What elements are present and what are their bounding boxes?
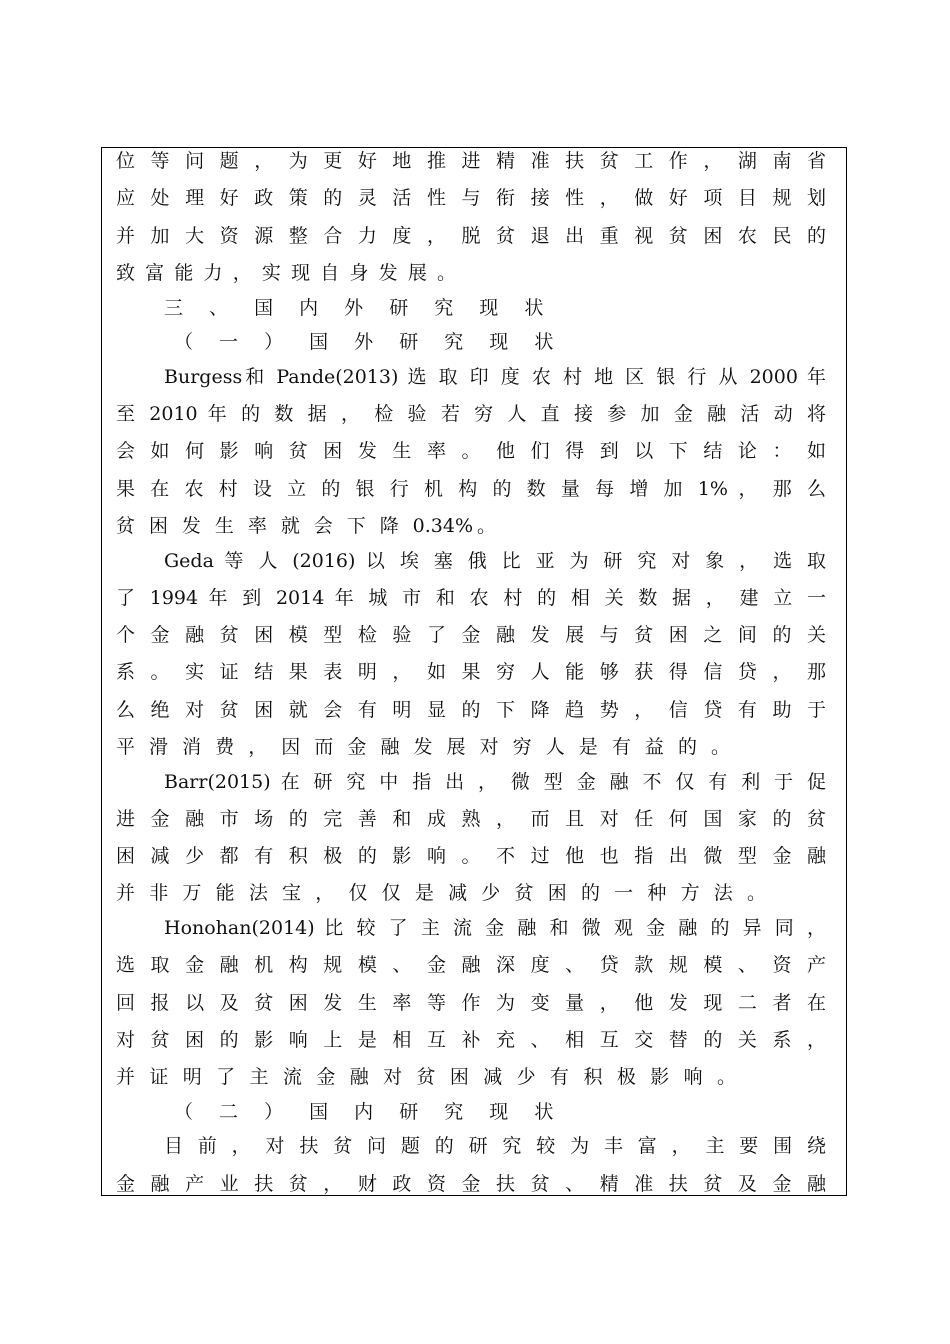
text-line: 位 等 问 题 ， 为 更 好 地 推 进 精 准 扶 贫 工 作 ， 湖 南 省 <box>116 150 826 172</box>
text-line: 回 报 以 及 贫 困 发 生 率 等 作 为 变 量 ， 他 发 现 二 者 在 <box>116 992 826 1014</box>
text-line: 困 减 少 都 有 积 极 的 影 响 。 不 过 他 也 指 出 微 型 金 融 <box>116 845 826 867</box>
text-line: 会 如 何 影 响 贫 困 发 生 率 。 他 们 得 到 以 下 结 论 ： 如 <box>116 440 826 462</box>
text-line: 了 1994 年 到 2014 年 城 市 和 农 村 的 相 关 数 据 ， 建 立 一 <box>116 587 826 609</box>
subsection-heading: （ 一 ） 国 外 研 究 现 状 <box>174 331 564 353</box>
text-line: 么 绝 对 贫 困 就 会 有 明 显 的 下 降 趋 势 ， 信 贷 有 助 于 <box>116 699 826 721</box>
text-line: 对 贫 困 的 影 响 上 是 相 互 补 充 、 相 互 交 替 的 关 系 ， <box>116 1029 826 1051</box>
paragraph-first-line: 目 前 ， 对 扶 贫 问 题 的 研 究 较 为 丰 富 ， 主 要 围 绕 <box>164 1135 826 1157</box>
paragraph-first-line: Burgess和 Pande(2013) 选 取 印 度 农 村 地 区 银 行 从 2000 年 <box>164 366 826 388</box>
text-line: 系 。 实 证 结 果 表 明 ， 如 果 穷 人 能 够 获 得 信 贷 ， 那 <box>116 661 826 683</box>
text-line: 至 2010 年 的 数 据 ， 检 验 若 穷 人 直 接 参 加 金 融 活 动 将 <box>116 403 826 425</box>
text-line: 进 金 融 市 场 的 完 善 和 成 熟 ， 而 且 对 任 何 国 家 的 贫 <box>116 808 826 830</box>
paragraph-first-line: Geda 等 人 (2016) 以 埃 塞 俄 比 亚 为 研 究 对 象 ， 选 取 <box>164 550 826 572</box>
text-line: 并 证 明 了 主 流 金 融 对 贫 困 减 少 有 积 极 影 响 。 <box>116 1066 736 1088</box>
text-line: 应 处 理 好 政 策 的 灵 活 性 与 衔 接 性 ， 做 好 项 目 规 划 <box>116 187 826 209</box>
text-line: 果 在 农 村 设 立 的 银 行 机 构 的 数 量 每 增 加 1% ， 那 么 <box>116 478 826 500</box>
text-line: 并 非 万 能 法 宝 ， 仅 仅 是 减 少 贫 困 的 一 种 方 法 。 <box>116 882 766 904</box>
section-heading: 三 、 国 内 外 研 究 现 状 <box>164 297 554 319</box>
text-line: 个 金 融 贫 困 模 型 检 验 了 金 融 发 展 与 贫 困 之 间 的 关 <box>116 624 826 646</box>
paragraph-first-line: Barr(2015) 在 研 究 中 指 出 ， 微 型 金 融 不 仅 有 利 于 促 <box>164 771 826 793</box>
text-line: 致 富 能 力 ， 实 现 自 身 发 展 。 <box>116 262 456 284</box>
text-line: 并 加 大 资 源 整 合 力 度 ， 脱 贫 退 出 重 视 贫 困 农 民 的 <box>116 225 826 247</box>
text-line: 金 融 产 业 扶 贫 ， 财 政 资 金 扶 贫 、 精 准 扶 贫 及 金 融 <box>116 1173 826 1195</box>
text-line: 贫 困 发 生 率 就 会 下 降 0.34%。 <box>116 515 496 537</box>
text-line: 平 滑 消 费 ， 因 而 金 融 发 展 对 穷 人 是 有 益 的 。 <box>116 736 730 758</box>
text-line: 选 取 金 融 机 构 规 模 、 金 融 深 度 、 贷 款 规 模 、 资 产 <box>116 954 826 976</box>
subsection-heading: （ 二 ） 国 内 研 究 现 状 <box>174 1101 564 1123</box>
paragraph-first-line: Honohan(2014) 比 较 了 主 流 金 融 和 微 观 金 融 的 异 同 ， <box>164 917 826 939</box>
